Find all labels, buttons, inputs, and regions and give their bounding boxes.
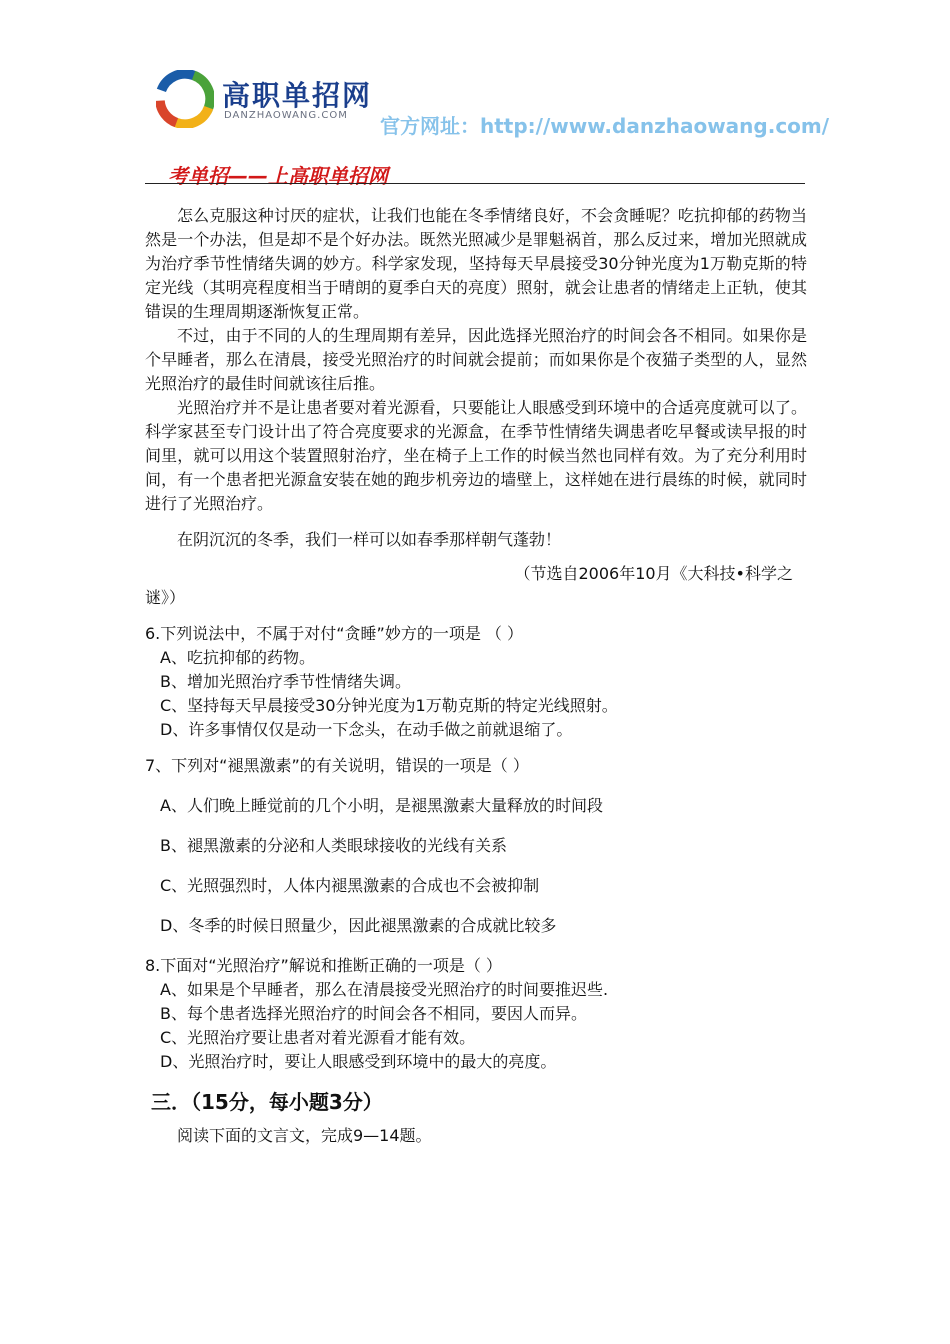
question-6-option-a: A、吃抗抑郁的药物。 xyxy=(160,648,315,667)
document-body xyxy=(145,204,807,1148)
official-url-link[interactable]: 官方网址：http://www.danzhaowang.com/ xyxy=(380,114,830,138)
question-7-option-a: A、人们晚上睡觉前的几个小明，是褪黑激素大量释放的时间段 xyxy=(160,796,603,815)
passage-source-tail: 谜》） xyxy=(145,588,186,607)
question-8-stem: 8.下面对“光照治疗”解说和推断正确的一项是（ ） xyxy=(145,956,502,975)
site-header xyxy=(150,62,830,142)
passage-source: （节选自2006年10月《大科技•科学之 xyxy=(514,564,793,583)
header-divider xyxy=(145,183,805,184)
brand-name: 高职单招网 xyxy=(222,79,373,112)
question-8-option-d: D、光照治疗时，要让人眼感受到环境中的最大的亮度。 xyxy=(160,1052,557,1071)
question-7-option-d: D、冬季的时候日照量少，因此褪黑激素的合成就比较多 xyxy=(160,916,557,935)
question-6-option-d: D、许多事情仅仅是动一下念头，在动手做之前就退缩了。 xyxy=(160,720,573,739)
brand-domain: DANZHAOWANG.COM xyxy=(224,110,348,121)
question-6-option-b: B、增加光照治疗季节性情绪失调。 xyxy=(160,672,411,691)
question-6-stem: 6.下列说法中，不属于对付“贪睡”妙方的一项是 （ ） xyxy=(145,624,524,643)
question-7-stem: 7、下列对“褪黑激素”的有关说明，错误的一项是（ ） xyxy=(145,756,529,775)
section-3-instruction: 阅读下面的文言文，完成9—14题。 xyxy=(177,1126,432,1145)
question-7-option-c: C、光照强烈时，人体内褪黑激素的合成也不会被抑制 xyxy=(160,876,540,895)
question-8-option-a: A、如果是个早睡者，那么在清晨接受光照治疗的时间要推迟些. xyxy=(160,980,609,999)
header-slogan: 考单招——上高职单招网 xyxy=(168,164,388,188)
section-3-title: 三．（15分，每小题3分） xyxy=(151,1090,383,1114)
passage-paragraph: 光照治疗并不是让患者要对着光源看，只要能让人眼感受到环境中的合适亮度就可以了。科学家甚至专门设计出了符合亮度要求的光源盒，在季节性情绪失调患者吃早餐或读早报的时间里，就可以用这个装置照射治疗，坐在椅子上工作的时候当然也同样有效。为了充分利用时间，有一个患者把光源盒安装在她的跑步机旁边的墙壁上，这样她在进行晨练的时候，就同时进行了光照治疗。 xyxy=(145,398,807,513)
danzhaowang-logo-icon xyxy=(156,70,214,128)
question-8-option-c: C、光照治疗要让患者对着光源看才能有效。 xyxy=(160,1028,476,1047)
passage-paragraph: 不过，由于不同的人的生理周期有差异，因此选择光照治疗的时间会各不相同。如果你是个早睡者，那么在清晨，接受光照治疗的时间就会提前；而如果你是个夜猫子类型的人，显然光照治疗的最佳时间就该往后推。 xyxy=(145,326,807,393)
question-8-option-b: B、每个患者选择光照治疗的时间会各不相同，要因人而异。 xyxy=(160,1004,587,1023)
passage-closing: 在阴沉沉的冬季，我们一样可以如春季那样朝气蓬勃！ xyxy=(177,530,562,549)
question-7-option-b: B、褪黑激素的分泌和人类眼球接收的光线有关系 xyxy=(160,836,507,855)
question-6-option-c: C、坚持每天早晨接受30分钟光度为1万勒克斯的特定光线照射。 xyxy=(160,696,618,715)
passage-paragraph: 怎么克服这种讨厌的症状，让我们也能在冬季情绪良好，不会贪睡呢？吃抗抑郁的药物当然是一个办法，但是却不是个好办法。既然光照减少是罪魁祸首，那么反过来，增加光照就成为治疗季节性情绪失调的妙方。科学家发现，坚持每天早晨接受30分钟光度为1万勒克斯的特定光线（其明亮程度相当于晴朗的夏季白天的亮度）照射，就会让患者的情绪走上正轨，使其错误的生理周期逐渐恢复正常。 xyxy=(145,206,807,321)
